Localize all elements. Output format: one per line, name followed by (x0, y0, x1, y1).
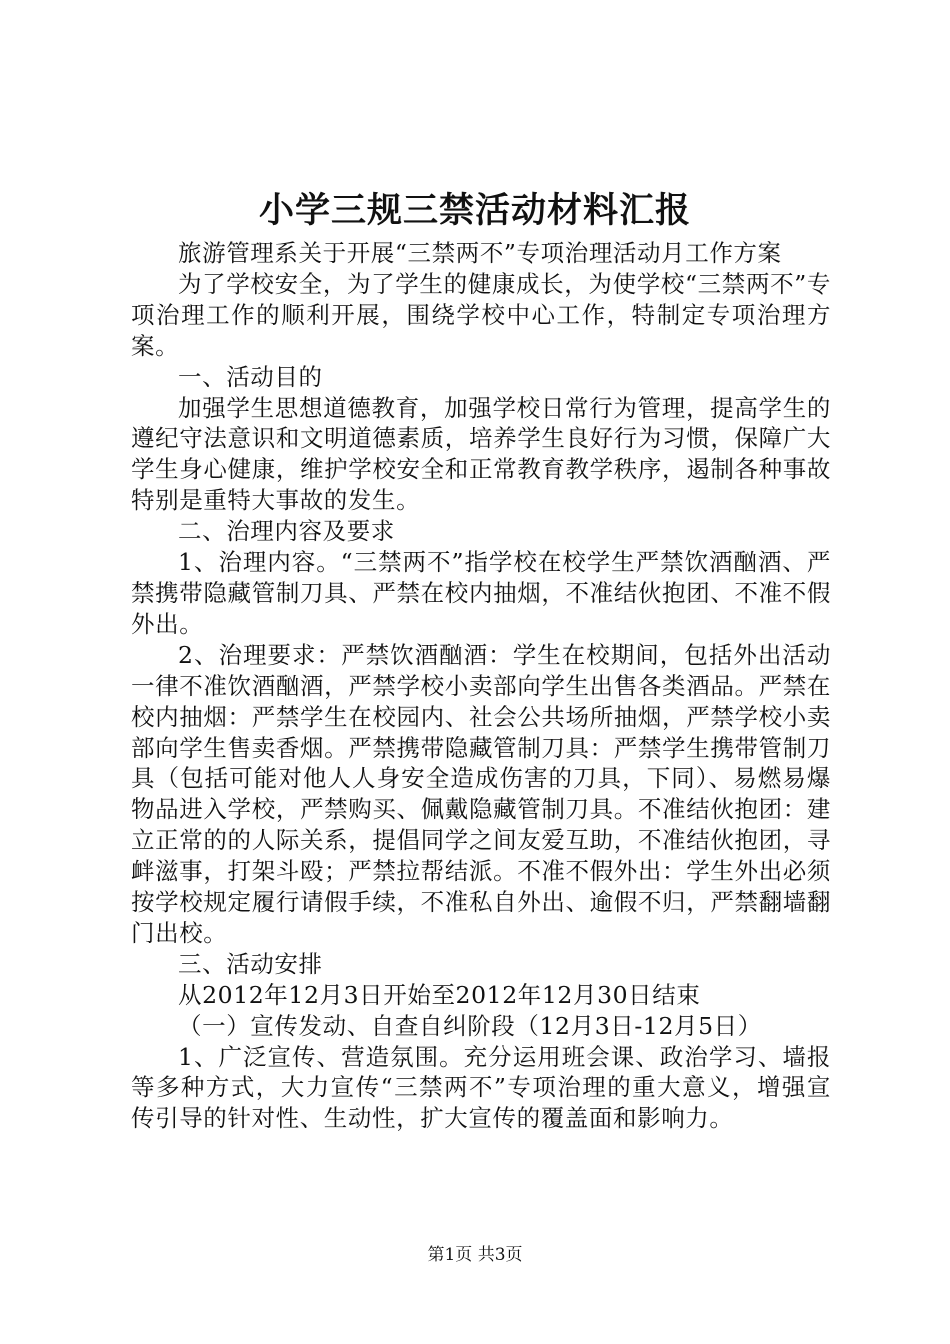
paragraph-publicity: 1、广泛宣传、营造氛围。充分运用班会课、政治学习、墙报等多种方式，大力宣传“三禁两不”专项治理的重大意义，增强宣传引导的针对性、生动性，扩大宣传的覆盖面和影响力。 (131, 1042, 831, 1133)
paragraph-subtitle: 旅游管理系关于开展“三禁两不”专项治理活动月工作方案 (178, 239, 782, 267)
paragraph-date-range: 从2012年12月3日开始至2012年12月30日结束 (178, 980, 701, 1009)
paragraph-content: 1、治理内容。“三禁两不”指学校在校学生严禁饮酒酗酒、严禁携带隐藏管制刀具、严禁在校内抽烟，不准结伙抱团、不准不假外出。 (131, 548, 831, 638)
document-title: 小学三规三禁活动材料汇报 (258, 190, 691, 231)
document-body (131, 238, 831, 1134)
section-heading-3: 三、活动安排 (178, 949, 323, 978)
paragraph-phase-1: （一）宣传发动、自查自纠阶段（12月3日-12月5日） (178, 1011, 762, 1040)
paragraph-purpose: 加强学生思想道德教育，加强学校日常行为管理，提高学生的遵纪守法意识和文明道德素质，培养学生良好行为习惯，保障广大学生身心健康，维护学校安全和正常教育教学秩序，遏制各种事故特别是重特大事故的发生。 (131, 393, 831, 515)
page-footer: 第1页 共3页 (427, 1245, 523, 1265)
section-heading-2: 二、治理内容及要求 (178, 517, 395, 546)
paragraph-requirements: 2、治理要求：严禁饮酒酗酒：学生在校期间，包括外出活动一律不准饮酒酗酒，严禁学校小卖部向学生出售各类酒品。严禁在校内抽烟：严禁学生在校园内、社会公共场所抽烟，严禁学校小卖部向学生售卖香烟。严禁携带隐藏管制刀具：严禁学生携带管制刀具（包括可能对他人人身安全造成伤害的刀具，下同）、易燃易爆物品进入学校，严禁购买、佩戴隐藏管制刀具。不准结伙抱团：建立正常的的人际关系，提倡同学之间友爱互助，不准结伙抱团，寻衅滋事，打架斗殴；严禁拉帮结派。不准不假外出：学生外出必须按学校规定履行请假手续，不准私自外出、逾假不归，严禁翻墙翻门出校。 (131, 640, 831, 947)
section-heading-1: 一、活动目的 (178, 362, 323, 391)
paragraph-intro: 为了学校安全，为了学生的健康成长，为使学校“三禁两不”专项治理工作的顺利开展，围绕学校中心工作，特制定专项治理方案。 (131, 269, 831, 360)
